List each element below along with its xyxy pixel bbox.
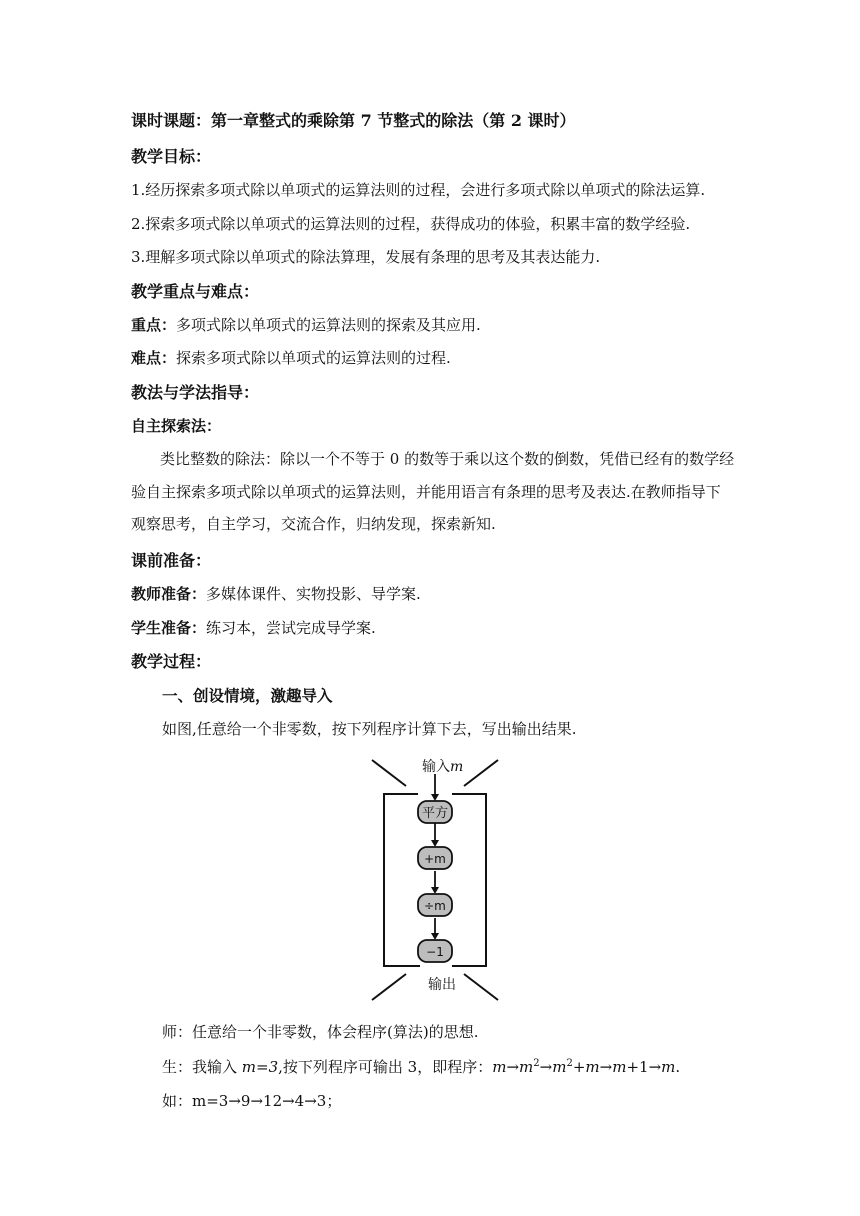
teacher-prep-line [131,584,421,604]
flow-step-square [418,801,452,823]
teacher-prep-text: 多媒体课件、实物投影、导学案. [206,585,421,603]
teacher-prep-label: 教师准备： [131,585,207,603]
difficulty-text: 探索多项式除以单项式的运算法则的过程. [176,349,451,367]
methods-paragraph-line: 类比整数的除法：除以一个不等于 0 的数等于乘以这个数的倒数，凭借已经有的数学经 [160,450,735,468]
teacher-dialogue: 师：任意给一个非零数，体会程序(算法)的思想. [162,1023,479,1041]
program-expression: $m\to m^2\to m^2+m\to m+1\to m$. [492,1058,681,1076]
student-prep-label: 学生准备： [131,619,207,637]
methods-paragraph-line: 验自主探索多项式除以单项式的运算法则，并能用语言有条理的思考及表达.在教师指导下 [131,483,721,501]
difficulty-line [131,348,451,368]
intro-text: 如图,任意给一个非零数，按下列程序计算下去，写出输出结果. [162,720,577,738]
lesson-title: 课时课题：第一章整式的乘除第 7 节整式的除法（第 2 课时） [131,111,576,130]
section-heading: 一、创设情境，激趣导入 [162,686,333,705]
key-points-heading: 教学重点与难点： [131,282,260,301]
methods-subheading: 自主探索法： [131,417,222,435]
flow-input-label: 输入m [422,759,464,775]
methods-heading: 教法与学法指导： [131,383,260,402]
focus-line [131,315,481,335]
flow-output-label: 输出 [428,977,456,993]
methods-paragraph-line: 观察思考，自主学习，交流合作，归纳发现，探索新知. [131,515,496,533]
student-prep-text: 练习本，尝试完成导学案. [206,619,376,637]
student-input-value: m=3 [241,1058,279,1076]
flow-step-divide [418,894,452,916]
difficulty-label: 难点： [131,349,177,367]
example-line: 如：m=3→9→12→4→3； [162,1092,342,1110]
example-sequence: m=3→9→12→4→3； [192,1092,342,1110]
objectives-heading: 教学目标： [131,147,212,166]
svg-text:÷m: ÷m [424,899,446,913]
preparation-heading: 课前准备： [131,551,212,570]
flow-step-add [418,847,452,869]
flowchart-diagram [370,756,500,1004]
objective-item: 3.理解多项式除以单项式的除法算理，发展有条理的思考及其表达能力. [131,248,601,266]
student-prep-line [131,618,376,638]
focus-label: 重点： [131,316,177,334]
svg-text:+m: +m [424,852,446,866]
student-dialogue: 生：我输入 m=3,按下列程序可输出 3，即程序：$m\to m^2\to m^2+m\to m+1\to m$. [162,1058,681,1076]
svg-text:−1: −1 [426,945,444,959]
svg-text:平方: 平方 [421,806,449,821]
process-heading: 教学过程： [131,652,212,671]
flow-step-subtract [418,940,452,962]
focus-text: 多项式除以单项式的运算法则的探索及其应用. [176,316,481,334]
objective-item: 2.探索多项式除以单项式的运算法则的过程，获得成功的体验，积累丰富的数学经验. [131,215,691,233]
objective-item: 1.经历探索多项式除以单项式的运算法则的过程，会进行多项式除以单项式的除法运算. [131,181,706,199]
